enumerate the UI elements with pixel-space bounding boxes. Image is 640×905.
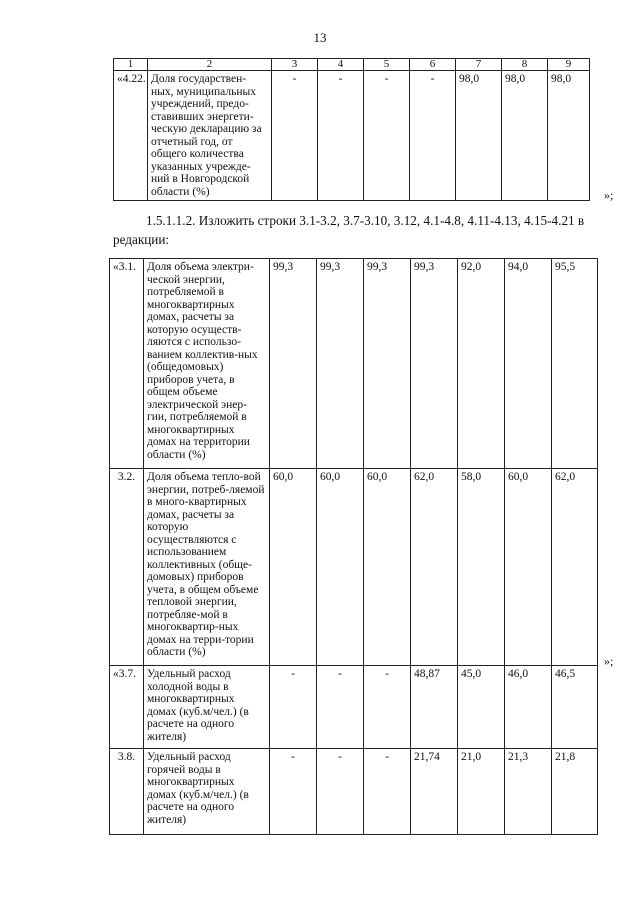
header-cell: 8 (502, 59, 548, 71)
value-cell: 21,0 (458, 749, 505, 835)
row-description: Доля объема электри-ческой энергии, потребляемой в многоквартирных домах, расчеты за которую осуществ-ляются с использо-ванием коллектив-ных (общедомовых) приборов учета, в общем объеме электрической энер-гии, потребляемой в многоквартирных домах на территории области (%) (144, 259, 270, 469)
header-cell: 2 (148, 59, 272, 71)
value-cell: 60,0 (317, 469, 364, 666)
value-cell: 94,0 (505, 259, 552, 469)
row-description: Доля государствен-ных, муниципальных учреждений, предо-ставивших энергети-ческую декларацию за отчетный год, от общего количества указанных учрежде-ний в Новгородской области (%) (148, 71, 272, 201)
closing-quote: »; (604, 654, 614, 668)
value-cell: 60,0 (364, 469, 411, 666)
value-cell: 46,5 (552, 666, 598, 749)
value-cell: 98,0 (548, 71, 590, 201)
table-row-4-22 (113, 58, 590, 201)
header-cell: 6 (410, 59, 456, 71)
closing-quote: »; (604, 188, 614, 202)
value-cell: - (317, 666, 364, 749)
row-number: «4.22. (114, 71, 148, 201)
value-cell: 58,0 (458, 469, 505, 666)
value-cell: 48,87 (411, 666, 458, 749)
row-number: «3.1. (110, 259, 144, 469)
header-cell: 9 (548, 59, 590, 71)
row-description: Доля объема тепло-вой энергии, потреб-ляемой в много-квартирных домах, расчеты за которую осуществляются с использованием коллективных (обще-домовых) приборов учета, в общем объеме тепловой энергии, потребляе-мой в многоквартир-ных домах на терри-тории области (%) (144, 469, 270, 666)
value-cell: 98,0 (502, 71, 548, 201)
value-cell: - (272, 71, 318, 201)
table-row (110, 259, 598, 469)
table-row (110, 666, 598, 749)
page-number: 13 (313, 30, 327, 45)
row-number: 3.2. (110, 469, 144, 666)
value-cell: 99,3 (364, 259, 411, 469)
table-amended-rows (109, 258, 598, 835)
row-description: Удельный расход горячей воды в многоквартирных домах (куб.м/чел.) (в расчете на одного жителя) (144, 749, 270, 835)
value-cell: 21,8 (552, 749, 598, 835)
value-cell: 21,74 (411, 749, 458, 835)
value-cell: - (270, 749, 317, 835)
value-cell: 62,0 (411, 469, 458, 666)
value-cell: 99,3 (411, 259, 458, 469)
table-row (114, 71, 590, 201)
value-cell: - (270, 666, 317, 749)
value-cell: - (410, 71, 456, 201)
table-header-row (114, 59, 590, 71)
value-cell: 45,0 (458, 666, 505, 749)
value-cell: 62,0 (552, 469, 598, 666)
value-cell: 92,0 (458, 259, 505, 469)
value-cell: - (364, 71, 410, 201)
header-cell: 5 (364, 59, 410, 71)
header-cell: 3 (272, 59, 318, 71)
value-cell: - (364, 666, 411, 749)
row-description: Удельный расход холодной воды в многоквартирных домах (куб.м/чел.) (в расчете на одного жителя) (144, 666, 270, 749)
value-cell: 46,0 (505, 666, 552, 749)
header-cell: 7 (456, 59, 502, 71)
value-cell: - (364, 749, 411, 835)
table-row (110, 749, 598, 835)
value-cell: 60,0 (505, 469, 552, 666)
row-number: «3.7. (110, 666, 144, 749)
value-cell: 95,5 (552, 259, 598, 469)
value-cell: - (318, 71, 364, 201)
header-cell: 4 (318, 59, 364, 71)
value-cell: - (317, 749, 364, 835)
value-cell: 99,3 (270, 259, 317, 469)
value-cell: 60,0 (270, 469, 317, 666)
header-cell: 1 (114, 59, 148, 71)
paragraph: 1.5.1.1.2. Изложить строки 3.1-3.2, 3.7-3.10, 3.12, 4.1-4.8, 4.11-4.13, 4.15-4.21 в редакции: (113, 213, 585, 247)
value-cell: 98,0 (456, 71, 502, 201)
table-row (110, 469, 598, 666)
value-cell: 21,3 (505, 749, 552, 835)
value-cell: 99,3 (317, 259, 364, 469)
row-number: 3.8. (110, 749, 144, 835)
